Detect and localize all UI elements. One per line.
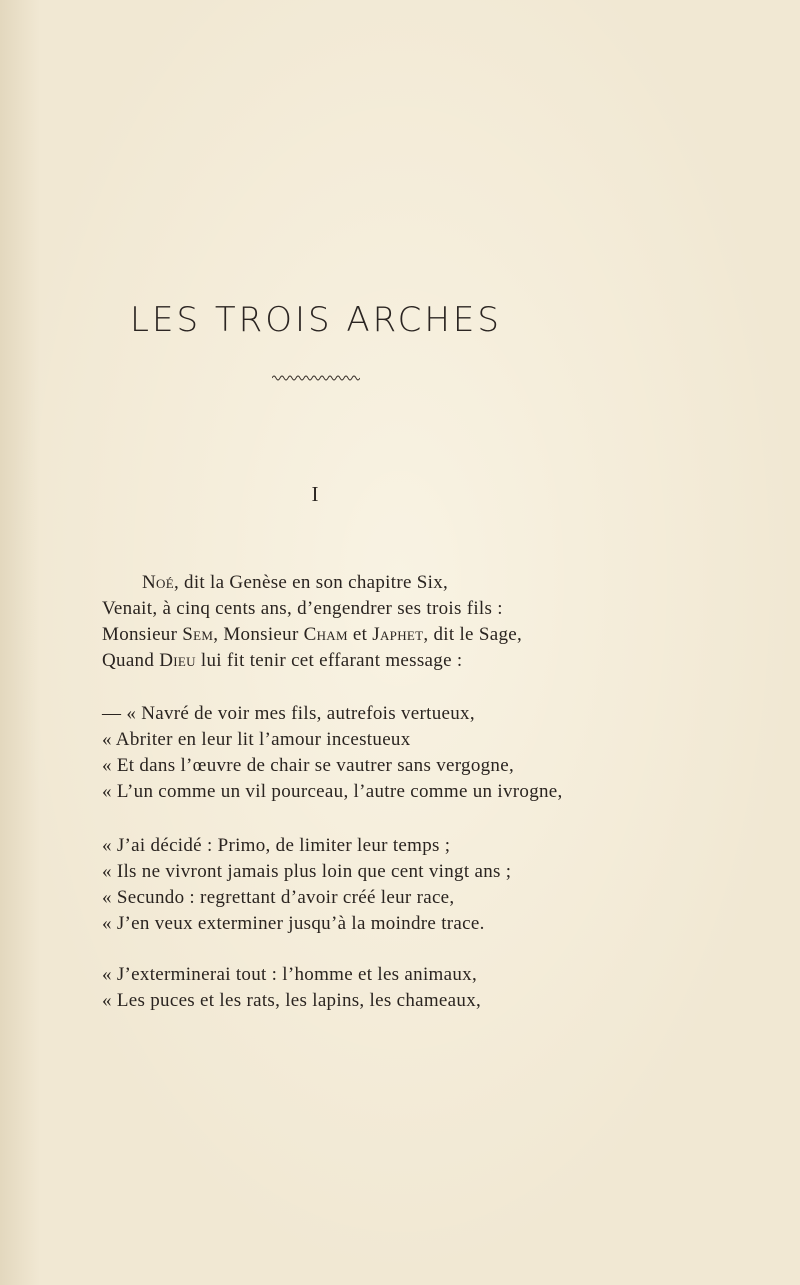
section-number: I	[311, 482, 319, 506]
stanza-4	[102, 962, 602, 1014]
verse-text: « Secundo : regrettant d’avoir créé leur race,	[102, 887, 455, 908]
stanza-1	[102, 570, 602, 674]
verse-line	[102, 911, 602, 937]
verse-text: « J’en veux exterminer jusqu’à la moindre trace.	[102, 913, 485, 934]
verse-text: , dit la Genèse en son chapitre Six,	[173, 572, 449, 593]
verse-text: et	[347, 624, 373, 645]
verse-line	[102, 988, 602, 1014]
verse-text: « J’ai décidé : Primo, de limiter leur temps ;	[102, 835, 451, 856]
verse-text: « L’un comme un vil pourceau, l’autre comme un ivrogne,	[102, 781, 563, 802]
verse-line	[102, 701, 602, 727]
verse-text: « Et dans l’œuvre de chair se vautrer sans vergogne,	[102, 755, 515, 776]
verse-text: « Les puces et les rats, les lapins, les chameaux,	[102, 990, 482, 1011]
verse-line	[102, 596, 602, 622]
verse-text: « Abriter en leur lit l’amour incestueux	[102, 729, 411, 750]
verse-text: Monsieur	[102, 624, 183, 645]
verse-text: « J’exterminerai tout : l’homme et les animaux,	[102, 964, 477, 985]
poem-title: LES TROIS ARCHES	[130, 300, 502, 340]
verse-line	[102, 885, 602, 911]
verse-line	[102, 962, 602, 988]
small-caps-name: Noé	[142, 572, 174, 593]
verse-line	[102, 648, 602, 674]
verse-text: Venait, à cinq cents ans, d’engendrer ses trois fils :	[102, 598, 503, 619]
verse-text: , Monsieur	[213, 624, 304, 645]
small-caps-name: Cham	[303, 624, 348, 645]
stanza-3	[102, 833, 602, 937]
verse-line	[102, 859, 602, 885]
verse-line	[102, 779, 602, 805]
verse-line	[102, 753, 602, 779]
verse-line	[102, 570, 602, 596]
verse-line	[102, 727, 602, 753]
small-caps-name: Sem	[182, 624, 214, 645]
verse-text: « Ils ne vivront jamais plus loin que cent vingt ans ;	[102, 861, 512, 882]
verse-line	[102, 622, 602, 648]
stanza-2	[102, 701, 602, 805]
verse-text: Quand	[102, 650, 160, 671]
verse-text: — « Navré de voir mes fils, autrefois vertueux,	[102, 703, 475, 724]
wavy-rule-ornament	[272, 372, 360, 384]
small-caps-name: Japhet	[372, 624, 424, 645]
small-caps-name: Dieu	[159, 650, 196, 671]
verse-text: , dit le Sage,	[423, 624, 523, 645]
verse-text: lui fit tenir cet effarant message :	[195, 650, 463, 671]
verse-line	[102, 833, 602, 859]
